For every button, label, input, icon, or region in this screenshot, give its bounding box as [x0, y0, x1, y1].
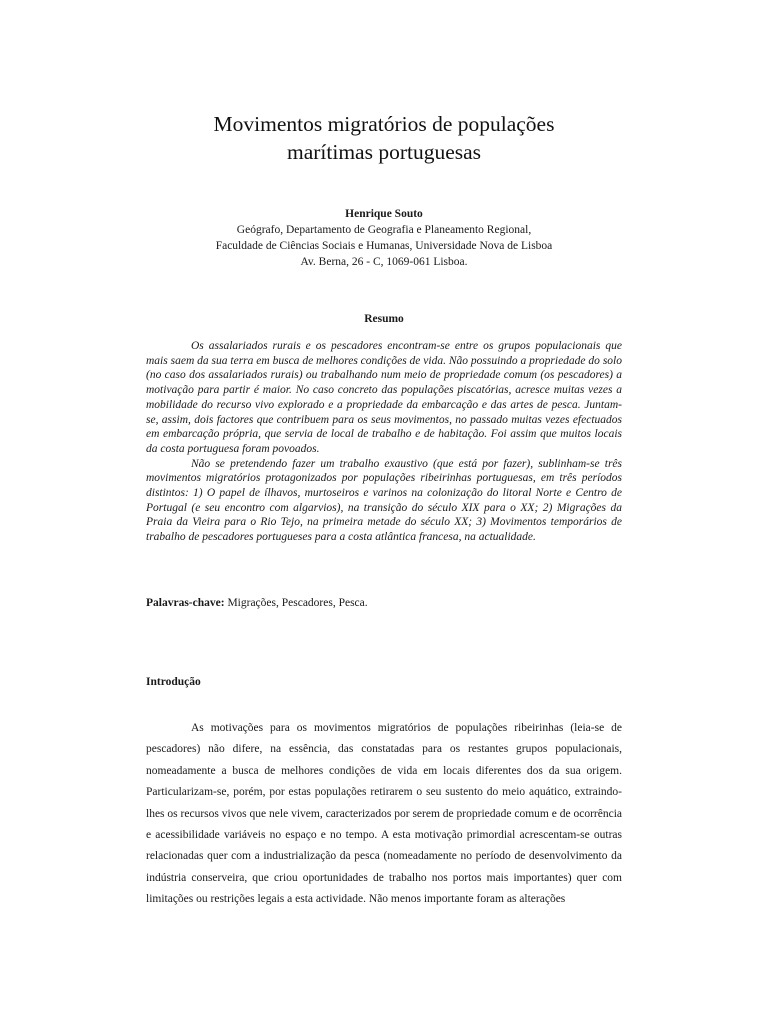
- author-affiliation-line-2: Faculdade de Ciências Sociais e Humanas, Universidade Nova de Lisboa: [215, 240, 553, 252]
- introduction-heading: Introdução: [146, 676, 201, 688]
- abstract-paragraph-2: Não se pretendendo fazer um trabalho exaustivo (que está por fazer), sublinham-se três movimentos migratórios protagonizados por populações ribeirinhas portuguesas, em três períodos distintos: 1) O papel de ílhavos, murtoseiros e varinos na colonização do litoral Norte e Centro de Portugal (e seu encontro com algarvios), na transição do século XIX para o XX; 2) Migrações da Praia da Vieira para o Rio Tejo, na primeira metade do século XX; 3) Movimentos temporários de trabalho de pescadores portugueses para a costa atlântica francesa, na actualidade.: [146, 457, 622, 544]
- keywords: [146, 596, 622, 611]
- author-block: [0, 206, 768, 270]
- keywords-label: Palavras-chave:: [146, 597, 225, 609]
- abstract-heading: Resumo: [364, 313, 404, 325]
- paper-title: [0, 110, 768, 166]
- author-affiliation-line-1: Geógrafo, Departamento de Geografia e Planeamento Regional,: [236, 224, 532, 236]
- abstract-paragraph-1: Os assalariados rurais e os pescadores encontram-se entre os grupos populacionais que mais saem da sua terra em busca de melhores condições de vida. Não possuindo a propriedade do solo (no caso dos assalariados rurais) ou trabalhando num meio de propriedade comum (os pescadores) a motivação para partir é maior. No caso concreto das populações piscatórias, acresce muitas vezes a mobilidade do recurso vivo explorado e a propriedade da embarcação e das artes de pesca. Juntam-se, assim, dois factores que contribuem para os seus movimentos, no passado muitas vezes efectuados em embarcação própria, que servia de local de trabalho e de habitação. Foi assim que muitos locais da costa portuguesa foram povoados.: [146, 340, 622, 455]
- title-line-1: Movimentos migratórios de populações: [213, 112, 555, 136]
- title-line-2: marítimas portuguesas: [286, 140, 482, 164]
- author-name: Henrique Souto: [345, 208, 423, 220]
- introduction-paragraph-1: As motivações para os movimentos migratórios de populações ribeirinhas (leia-se de pescadores) não difere, na essência, das constatadas para os restantes grupos populacionais, nomeadamente a busca de melhores condições de vida em locais diferentes dos da sua origem. Particularizam-se, porém, por estas populações retirarem o seu sustento do meio aquático, extraindo-lhes os recursos vivos que nele vivem, caracterizados por serem de propriedade comum e de ocorrência e acessibilidade variáveis no espaço e no tempo. A esta motivação primordial acrescentam-se outras relacionadas quer com a industrialização da pesca (nomeadamente no período de desenvolvimento da indústria conserveira, que criou oportunidades de trabalho nos portos mais importantes) quer com limitações ou restrições legais a esta actividade. Não menos importante foram as alterações: [146, 722, 622, 906]
- introduction-body: [146, 718, 622, 911]
- author-address: Av. Berna, 26 - C, 1069-061 Lisboa.: [300, 256, 468, 268]
- abstract-body: [146, 339, 622, 545]
- keywords-value: Migrações, Pescadores, Pesca.: [227, 597, 368, 609]
